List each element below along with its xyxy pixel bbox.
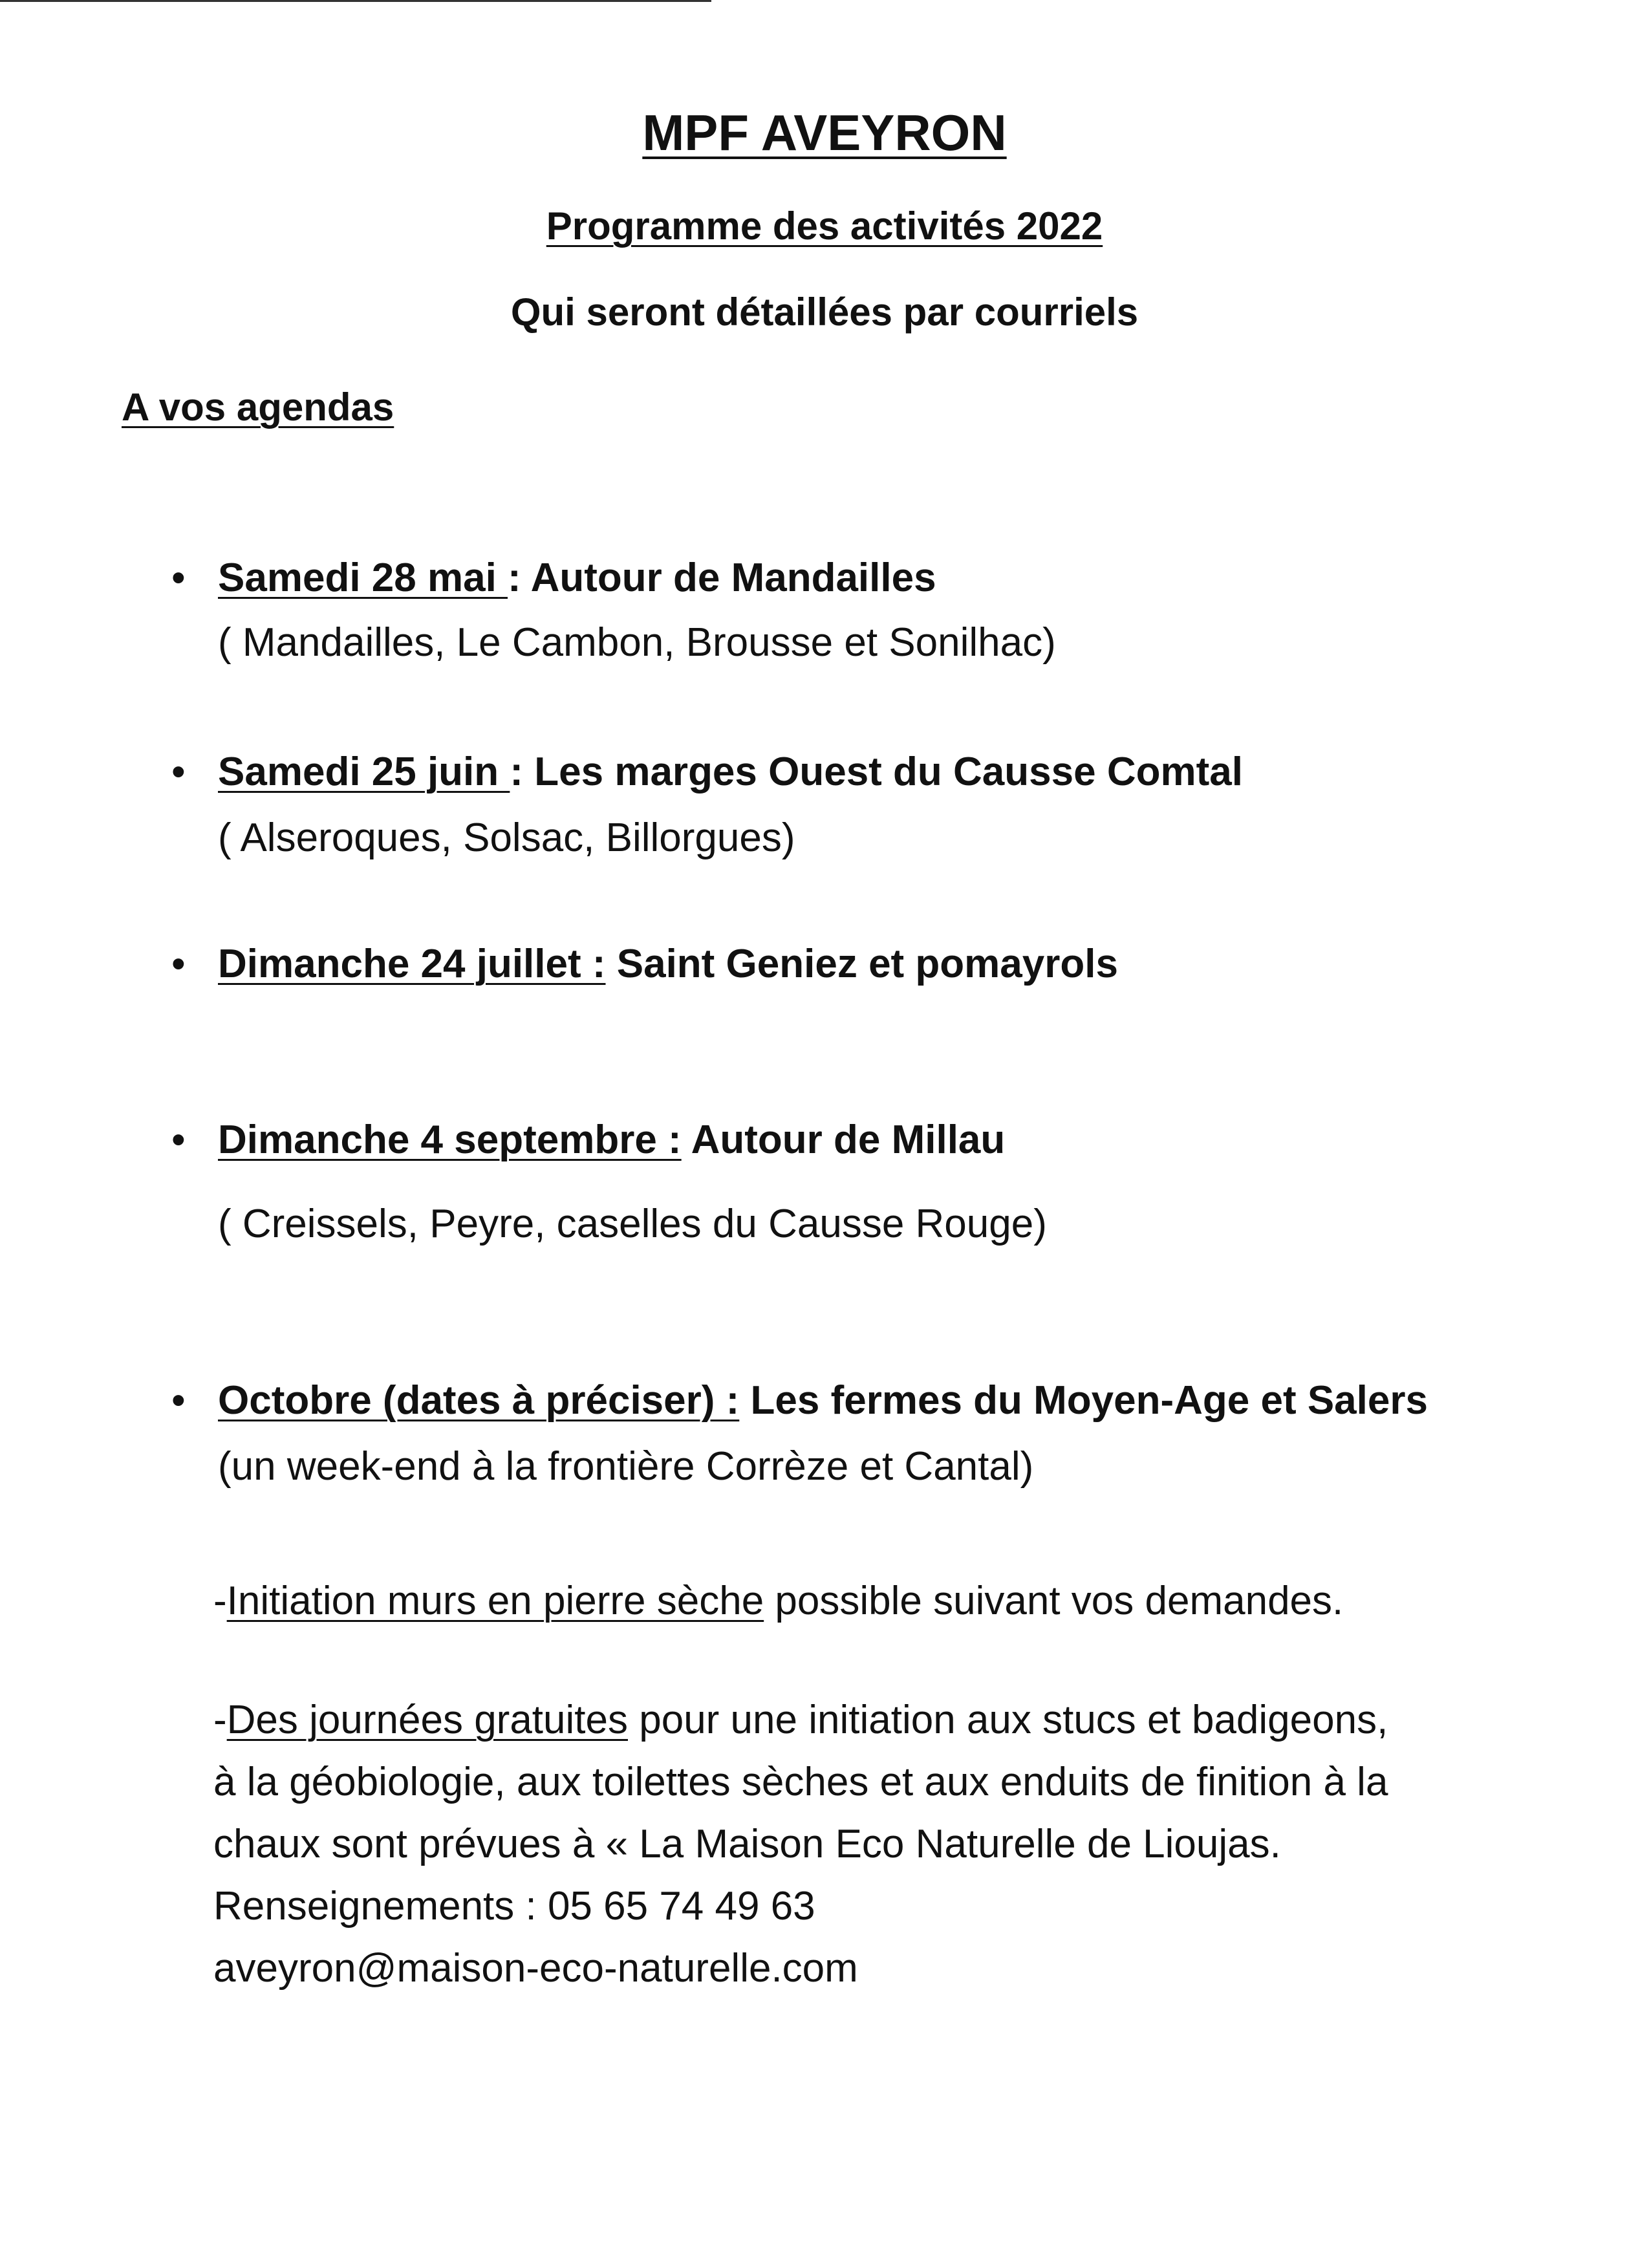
event-date: Samedi 25 juin — [218, 750, 510, 794]
document-subtitle: Programme des activités 2022 — [546, 204, 1103, 248]
event-details: ( Creissels, Peyre, caselles du Causse Rouge) — [218, 1202, 1047, 1246]
contact-email: aveyron@maison-eco-naturelle.com — [213, 1946, 858, 1991]
event-title: Autour de Mandailles — [530, 556, 936, 600]
document-subtitle-secondary: Qui seront détaillées par courriels — [510, 290, 1139, 334]
event-heading — [218, 941, 1118, 987]
dash-prefix: - — [213, 1579, 227, 1623]
journees-underlined: Des journées gratuites — [226, 1698, 628, 1742]
journees-paragraph — [213, 1689, 1388, 2000]
event-heading — [218, 1117, 1005, 1163]
document-title: MPF AVEYRON — [642, 104, 1007, 161]
event-details: ( Alseroques, Solsac, Billorgues) — [218, 815, 795, 860]
event-separator — [682, 1118, 691, 1162]
initiation-underlined: Initiation murs en pierre sèche — [226, 1579, 764, 1623]
event-details: ( Mandailles, Le Cambon, Brousse et Sonilhac) — [218, 620, 1056, 665]
journees-rest: pour une initiation aux stucs et badigeons, — [628, 1698, 1388, 1742]
event-details: (un week-end à la frontière Corrèze et Cantal) — [218, 1444, 1034, 1489]
contact-phone: Renseignements : 05 65 74 49 63 — [213, 1884, 815, 1928]
scan-top-edge — [0, 0, 711, 2]
event-separator — [606, 942, 617, 986]
event-heading — [218, 749, 1243, 795]
event-title: Autour de Millau — [691, 1118, 1006, 1162]
bullet-icon: • — [171, 1118, 186, 1162]
event-heading — [218, 555, 936, 601]
initiation-rest: possible suivant vos demandes. — [764, 1579, 1344, 1623]
journees-line-3: chaux sont prévues à « La Maison Eco Naturelle de Lioujas. — [213, 1822, 1281, 1866]
event-title: Saint Geniez et pomayrols — [616, 942, 1118, 986]
bullet-icon: • — [171, 1378, 186, 1423]
agenda-heading: A vos agendas — [122, 385, 394, 429]
journees-line-1 — [213, 1689, 1388, 1751]
bullet-icon: • — [171, 556, 186, 600]
event-separator: : — [510, 750, 535, 794]
event-separator — [739, 1378, 750, 1423]
event-title: Les marges Ouest du Causse Comtal — [534, 750, 1243, 794]
event-date: Dimanche 24 juillet : — [218, 942, 606, 986]
event-date: Samedi 28 mai — [218, 556, 508, 600]
event-date: Octobre (dates à préciser) : — [218, 1378, 740, 1423]
event-separator: : — [508, 556, 531, 600]
event-date: Dimanche 4 septembre : — [218, 1118, 682, 1162]
journees-line-2: à la géobiologie, aux toilettes sèches et aux enduits de finition à la — [213, 1760, 1388, 1804]
event-heading — [218, 1377, 1428, 1423]
event-title: Les fermes du Moyen-Age et Salers — [750, 1378, 1428, 1423]
initiation-paragraph — [213, 1570, 1343, 1632]
dash-prefix: - — [213, 1698, 227, 1742]
bullet-icon: • — [171, 942, 186, 986]
bullet-icon: • — [171, 750, 186, 794]
